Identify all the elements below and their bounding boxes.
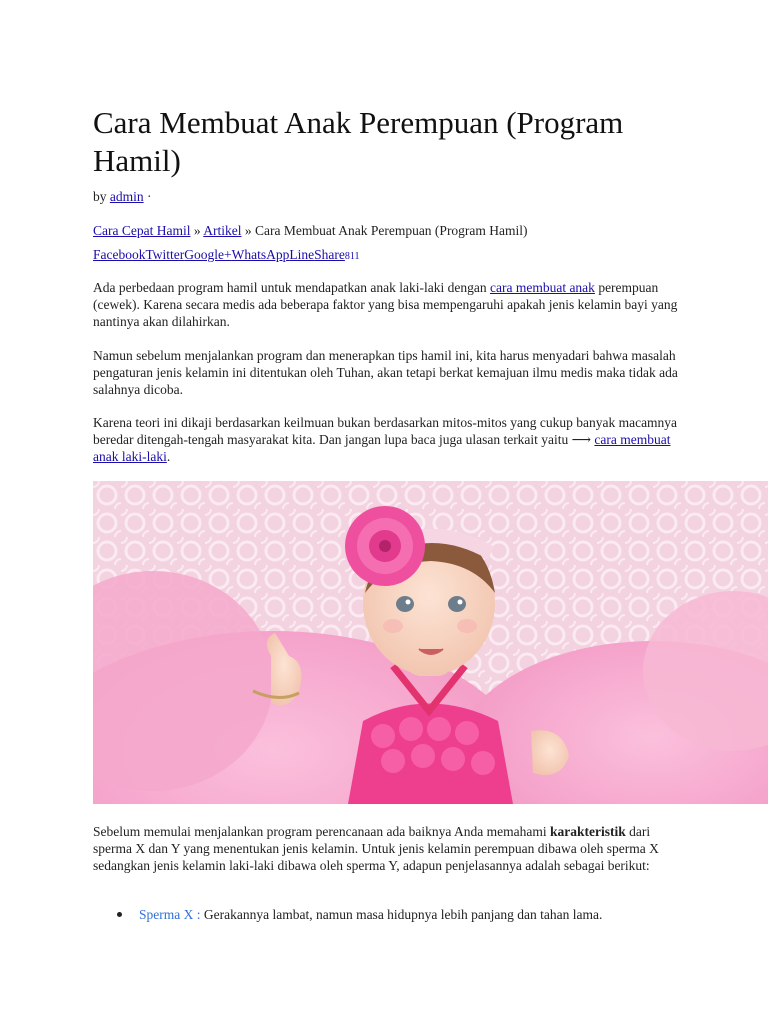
breadcrumb-current: Cara Membuat Anak Perempuan (Program Hamil) bbox=[254, 223, 528, 238]
paragraph-text: . bbox=[166, 449, 171, 464]
breadcrumb-link-category[interactable]: Artikel bbox=[203, 223, 242, 238]
paragraph-text: Sebelum memulai menjalankan program perencanaan ada baiknya Anda memahami bbox=[93, 824, 550, 839]
breadcrumb-separator: » bbox=[193, 223, 201, 238]
breadcrumb-separator: » bbox=[244, 223, 252, 238]
share-whatsapp-link[interactable]: WhatsApp bbox=[231, 247, 290, 262]
byline bbox=[93, 188, 152, 206]
link-anak-laki-laki[interactable]: cara membuat anak laki-laki bbox=[93, 432, 671, 464]
paragraph-text: Ada perbedaan program hamil untuk mendapatkan anak laki-laki dengan bbox=[93, 280, 490, 295]
paragraph-text: perempuan (cewek). Karena secara medis ada beberapa faktor yang bisa mempengaruhi apakah jenis kelamin bayi yang nantinya akan dilahirkan. bbox=[93, 280, 678, 329]
share-line-link[interactable]: Line bbox=[289, 247, 315, 262]
bullet-icon bbox=[117, 912, 122, 917]
list-text: Gerakannya lambat, namun masa hidupnya lebih panjang dan tahan lama. bbox=[200, 907, 603, 922]
share-more-link[interactable]: Share bbox=[314, 247, 345, 262]
breadcrumb bbox=[93, 222, 528, 240]
paragraph-text: dari sperma X dan Y yang menentukan jenis kelamin. Untuk jenis kelamin perempuan dibawa oleh sperma X sedangkan jenis kelamin laki-laki dibawa oleh sperma Y, adapun penjelasannya adalah sebagai berikut: bbox=[93, 824, 659, 873]
share-count: 811 bbox=[344, 251, 360, 262]
page-title: Cara Membuat Anak Perempuan (Program Hamil) bbox=[93, 105, 624, 178]
share-facebook-link[interactable]: Facebook bbox=[93, 247, 146, 262]
bold-term: karakteristik bbox=[549, 824, 626, 839]
sperma-list bbox=[93, 906, 693, 923]
baby-girl-photo bbox=[93, 481, 768, 804]
share-googleplus-link[interactable]: Google+ bbox=[184, 247, 232, 262]
author-link[interactable]: admin bbox=[109, 189, 144, 204]
paragraph-disclaimer: Namun sebelum menjalankan program dan menerapkan tips hamil ini, kita harus menyadari bahwa masalah pengaturan jenis kelamin ini ditentukan oleh Tuhan, akan tetapi berkat kemajuan ilmu medis maka tidak ada salahnya dicoba. bbox=[93, 348, 678, 397]
paragraph-characteristics bbox=[93, 823, 678, 874]
share-bar bbox=[93, 246, 360, 266]
share-twitter-link[interactable]: Twitter bbox=[145, 247, 185, 262]
link-cara-membuat-anak[interactable]: cara membuat anak bbox=[489, 280, 595, 295]
paragraph-intro bbox=[93, 279, 678, 330]
byline-prefix: by bbox=[93, 189, 107, 204]
list-term: Sperma X : bbox=[139, 907, 201, 922]
byline-suffix: · bbox=[147, 189, 152, 204]
breadcrumb-link-home[interactable]: Cara Cepat Hamil bbox=[93, 223, 191, 238]
list-item bbox=[93, 906, 693, 923]
paragraph-theory bbox=[93, 414, 678, 465]
paragraph-text: Karena teori ini dikaji berdasarkan keilmuan bukan berdasarkan mitos-mitos yang cukup banyak macamnya beredar ditengah-tengah masyarakat kita. Dan jangan lupa baca juga ulasan terkait yaitu ⟶ bbox=[93, 415, 678, 447]
